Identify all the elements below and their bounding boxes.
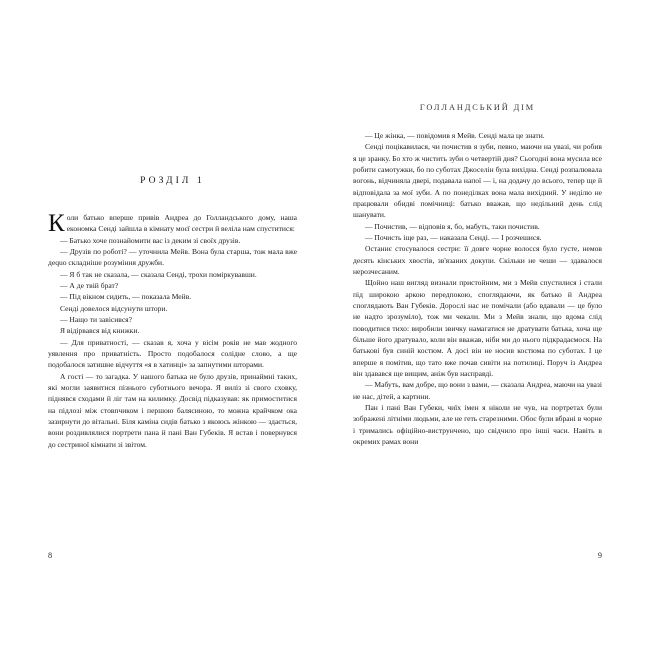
right-paragraph: — Почистив, — відповів я, бо, мабуть, таки почистив.: [365, 221, 540, 231]
left-paragraph-text: оли батько вперше привів Андреа до Голландського дому, наша економка Сенді зайшла в кімнату моєї сестри й веліла нам спуститися:: [66, 213, 297, 234]
left-paragraph: [48, 212, 297, 235]
left-paragraph: А гості — то загадка. У нашого батька не було друзів, принаймні таких, які могли заявитися пізнього суботнього вечора. Я виліз зі свого сховку, піднявся сходами й ліг там на килимку. Досвід підказував: як примоститися на підлозі між стовпчиком і першою балясиною, то можна крайчком ока зазирнути до вітальні. Біля каміна сидів батько з якоюсь жінкою — здається, вони роздивлялися портрети пана й пані Ван Губеків. Я встав і повернувся до сестриної кімнати зі звітом.: [48, 371, 297, 449]
left-paragraph: Сенді довелося відсунути штори.: [60, 303, 168, 313]
right-paragraph: Сенді поцікавилася, чи почистив я зуби, певно, маючи на увазі, чи робив я це зранку. Бо хто ж чистить зуби о четвертій дня? Сьогодні вона мусила все робити самотужки, бо по суботах Джоселін була вихідна. Сенді розпалювала вогонь, відчиняла двері, подавала напої — і, на додачу до всього, тепер ще й відповідала за мої зуби. А по понеділках вона мала вихідний. У неділю не працювали обидві помічниці: батько вважав, що недільний день слід шанувати.: [353, 142, 603, 220]
left-paragraph: — Нащо ти завісився?: [60, 314, 132, 324]
right-page: [325, 0, 650, 650]
left-running-head: [48, 0, 297, 115]
right-paragraph: — Мабуть, вам добре, що вони з вами, — сказала Андреа, маючи на увазі не нас, дітей, а картини.: [353, 380, 602, 401]
left-paragraph: — Друзів по роботі? — уточнила Мейв. Вона була старша, тож мала вже деquo складніше розуміння дружби.: [48, 246, 297, 268]
right-running-head: ГОЛЛАНДСЬКИЙ ДІМ: [419, 103, 536, 112]
right-page-body: [353, 130, 602, 447]
left-paragraph: — Батько хоче познайомити вас із деким зі своїх друзів.: [60, 235, 241, 245]
right-paragraph: — Це жінка, — повідомив я Мейв. Сенді мала це знати.: [365, 131, 545, 140]
right-paragraph: — Почисть іще раз, — наказала Сенді. — І розчешися.: [365, 232, 542, 242]
right-folio: 9: [597, 551, 602, 560]
left-paragraph: — А де твій брат?: [60, 280, 119, 290]
left-page-body: [48, 212, 297, 450]
right-paragraph: Пан і пані Ван Губеки, чиїх імен я ніколи не чув, на портретах були зображені літніми людьми, але не геть старезними. Обоє були вбрані в чорне і тримались офіційно-виструнчено, що свідчило про інші часи. Навіть в окремих рамах вони: [353, 402, 602, 446]
left-paragraph: Я відірвався від книжки.: [60, 326, 140, 336]
left-paragraph: — Я б так не сказала, — сказала Сенді, трохи поміркувавши.: [60, 269, 257, 279]
left-folio: 8: [48, 551, 53, 560]
left-paragraph: — Під вікном сидить, — показала Мейв.: [60, 292, 192, 302]
chapter-title: РОЗДІЛ 1: [140, 175, 205, 186]
right-paragraph: Останнє стосувалося сестри: її довге чорне волосся було густе, немов десять кінських хвостів, зв'язаних докупи. Скільки не чеши — здавалося нерозчесаним.: [353, 244, 602, 276]
drop-cap: К: [48, 210, 65, 237]
right-paragraph: Щойно наш вигляд визнали пристойним, ми з Мейв спустилися і стали під широкою аркою передпокою, споглядаючи, як батько й Андреа споглядають Ван Губеків. Дорослі нас не помічали (або вдавали — це було не надто зрозуміло), тож ми чекали. Ми з Мейв знали, що вдома слід поводитися тихо: виробили звичку намагатися не дратувати батька, хоча ще більше його дратувало, коли він вважав, ніби ми до нього підкрадаємося. На батькові був синій костюм. А досі він не носив костюма по суботах. І це вперше я помітив, що тато вже почав сивіти на потилиці. Поруч із Андреа він здавався ще вищим, аніж був насправді.: [353, 278, 602, 378]
left-paragraph: — Для приватності, — сказав я, хоча у вісім років не мав жодного уявлення про приватність. Просто подобалося солідне слово, а ще подобалося затишне відчуття «я в хатинці» за запнутими шторами.: [48, 337, 297, 370]
